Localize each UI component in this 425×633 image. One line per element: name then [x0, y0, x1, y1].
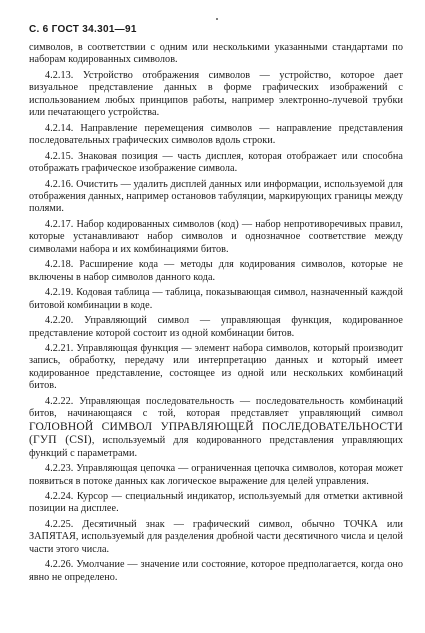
- paragraph-4-2-22: [29, 396, 403, 460]
- paragraph-4-2-14: 4.2.14. Направление перемещения символов — направление представления последовательных графических символов вдоль строки.: [29, 122, 403, 147]
- paragraph-4-2-26: 4.2.26. Умолчание — значение или состояние, которое предполагается, когда оно явно не определено.: [29, 559, 403, 583]
- paragraph-4-2-20: 4.2.20. Управляющий символ — управляющая функция, кодированное представление которой состоит из одной комбинации битов.: [29, 315, 403, 339]
- page-header: С. 6 ГОСТ 34.301—91: [29, 24, 137, 35]
- paragraph-4-2-18: 4.2.18. Расширение кода — методы для кодирования символов, которые не включены в набор символов данного кода.: [29, 259, 403, 283]
- paragraph-4-2-22-part1: 4.2.22. Управляющая последовательность — последовательность комбинаций битов, начинающаяся с той, которая представляет управляющий символ: [29, 395, 403, 420]
- paragraph-continuation: символов, в соответствии с одним или несколькими указанными стандартами по наборам кодированных символов.: [29, 42, 403, 66]
- paragraph-4-2-21: 4.2.21. Управляющая функция — элемент набора символов, который производит запись, обработку, передачу или интерпретацию данных и который имеет кодированное представление, состоящее из одной или нескольких комбинаций битов.: [29, 342, 403, 392]
- paragraph-4-2-13: 4.2.13. Устройство отображения символов — устройство, которое дает визуальное представление данных в форме графических изображений с использованием любых принципов работы, например электронно-лучевой трубки или печатающего устройства.: [29, 69, 403, 119]
- paragraph-4-2-24: 4.2.24. Курсор — специальный индикатор, используемый для отметки активной позиции на дисплее.: [29, 490, 403, 515]
- paragraph-4-2-22-part2: , используемый для кодированного представления управляющих функций с параметрами.: [29, 435, 404, 459]
- paragraph-4-2-17: 4.2.17. Набор кодированных символов (код) — набор непротиворечивых правил, которые устанавливают набор символов и однозначное соответствие между символами набора и их комбинациями битов.: [29, 218, 403, 255]
- document-body: [29, 42, 403, 584]
- paragraph-4-2-23: 4.2.23. Управляющая цепочка — ограниченная цепочка символов, которая может появиться в потоке данных как логическое выражение для целей управления.: [29, 463, 403, 487]
- scan-speck: [216, 18, 218, 20]
- paragraph-4-2-16: 4.2.16. Очистить — удалить дисплей данных или информации, используемой для отображения данных, например остановов табуляции, маркирующих границы между полями.: [29, 178, 403, 215]
- paragraph-4-2-25: 4.2.25. Десятичный знак — графический символ, обычно ТОЧКА или ЗАПЯТАЯ, используемый для разделения дробной части десятичного числа и целой части этого числа.: [29, 518, 403, 555]
- paragraph-4-2-19: 4.2.19. Кодовая таблица — таблица, показывающая символ, назначенный каждой битовой комбинации в коде.: [29, 287, 403, 311]
- paragraph-4-2-15: 4.2.15. Знаковая позиция — часть дисплея, которая отображает или способна отображать графическое изображение символа.: [29, 150, 403, 175]
- csi-term: ГОЛОВНОЙ СИМВОЛ УПРАВЛЯЮЩЕЙ ПОСЛЕДОВАТЕЛЬНОСТИ (ГУП (CSI): [29, 420, 403, 447]
